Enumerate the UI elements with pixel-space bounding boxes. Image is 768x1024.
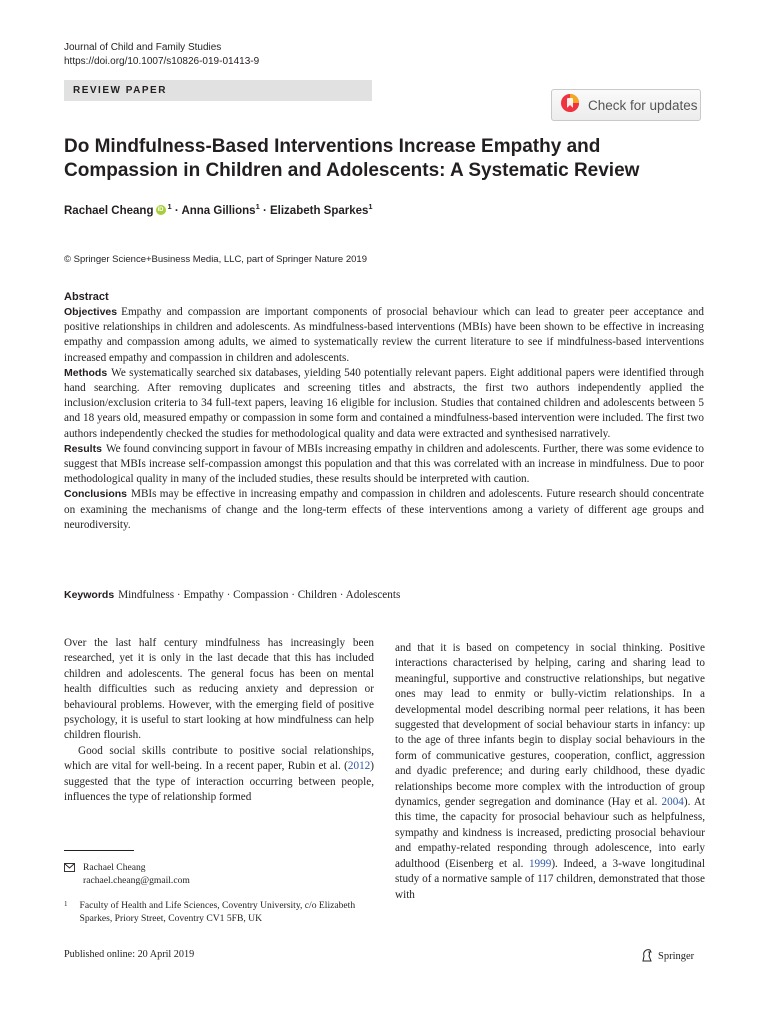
author-name[interactable]: Rachael Cheang <box>64 204 154 217</box>
publisher-name: Springer <box>658 951 695 962</box>
keywords-text: Mindfulness · Empathy · Compassion · Children · Adolescents <box>118 589 401 601</box>
objectives-label: Objectives <box>64 306 118 318</box>
journal-name: Journal of Child and Family Studies <box>64 42 222 53</box>
contact-email[interactable]: rachael.cheang@gmail.com <box>83 875 190 886</box>
conclusions-label: Conclusions <box>64 488 128 501</box>
results-label: Results <box>64 442 102 455</box>
body-text: ) suggested that the type of interaction occurring between people, influences the type of relationship formed <box>64 760 374 804</box>
publisher-logo <box>640 948 694 965</box>
copyright-notice: © Springer Science+Business Media, LLC, part of Springer Nature 2019 <box>64 254 367 265</box>
author-affil: 1 <box>167 202 172 211</box>
contact-name: Rachael Cheang <box>83 862 146 873</box>
orcid-icon[interactable] <box>156 205 166 215</box>
abstract-methods <box>64 366 704 442</box>
citation-link[interactable]: 1999 <box>528 857 552 870</box>
author-list <box>64 202 373 217</box>
author-affil: 1 <box>368 202 373 211</box>
abstract-body <box>64 305 704 533</box>
published-date: Published online: 20 April 2019 <box>64 949 195 960</box>
affiliation-footnote <box>64 899 374 925</box>
abstract-results <box>64 442 704 488</box>
methods-label: Methods <box>64 366 108 379</box>
springer-horse-icon <box>640 948 654 965</box>
affiliation-text: Faculty of Health and Life Sciences, Coventry University, c/o Elizabeth Sparkes, Priory Street, Coventry CV1 5FB, UK <box>79 900 356 924</box>
doi-link[interactable]: https://doi.org/10.1007/s10826-019-01413-9 <box>64 56 260 67</box>
abstract-heading: Abstract <box>64 291 109 303</box>
footnote-divider <box>64 850 134 851</box>
body-column-left <box>64 636 374 805</box>
author-name[interactable]: Anna Gillions <box>181 204 256 217</box>
body-text: ). Indeed, a 3-wave longitudinal study of a normative sample of 117 children, demonstrated that those with <box>395 857 706 901</box>
check-updates-label: Check for updates <box>588 97 698 113</box>
author-name[interactable]: Elizabeth Sparkes <box>269 204 369 217</box>
citation-link[interactable]: 2004 <box>661 796 684 809</box>
conclusions-text: MBIs may be effective in increasing empathy and compassion in children and adolescents. Future research should concentrate on examining the mechanisms of change and the long-term effects of these interventions among a variety of different age groups and neurodiversity. <box>64 488 704 531</box>
crossmark-icon <box>560 93 580 118</box>
keywords <box>64 589 704 601</box>
results-text: We found convincing support in favour of MBIs increasing empathy in children and adolescents. Further, there was some evidence to suggest that MBIs increase self-compassion amongst this population and that this was correlated with an increase in mindfulness. Due to poor methodological quality in many of the included studies, these results should be interpreted with caution. <box>64 442 704 486</box>
abstract-objectives <box>64 305 704 366</box>
citation-link[interactable]: 2012 <box>347 760 371 773</box>
check-for-updates-button[interactable] <box>551 89 701 121</box>
body-column-right <box>395 641 705 903</box>
article-type-banner: REVIEW PAPER <box>64 80 372 101</box>
abstract-conclusions <box>64 487 704 533</box>
body-text: Good social skills contribute to positive social relationships, which are vital for well-being. In a recent paper, Rubin et al. ( <box>64 744 374 773</box>
methods-text: We systematically searched six databases, yielding 540 potentially relevant papers. Eight additional papers were identified through hand searching. After removing duplicates and screening titles and abstracts, the first two authors independently applied the inclusion/exclusion criteria to 34 full-text papers, leaving 16 eligible for inclusion. Studies that contained children and adolescents between 5 and 18 years old, measured empathy or compassion in some form and contained a mindfulness-based intervention were included. The first two authors independently checked the studies for methodological quality and data were extracted and synthesised narratively. <box>64 366 704 440</box>
body-text: ). At this time, the capacity for prosocial behaviour such as helpfulness, sympathy and kindness is increased, predicting prosocial behaviour and empathy-related responding through adolescence, into early adulthood (Eisenberg et al. <box>395 796 706 870</box>
author-separator: · <box>259 204 270 217</box>
envelope-icon <box>64 861 75 887</box>
keywords-label: Keywords <box>64 589 115 601</box>
article-title: Do Mindfulness-Based Interventions Increase Empathy and Compassion in Children and Adolescents: A Systematic Review <box>64 136 640 181</box>
affiliation-number: 1 <box>64 900 68 908</box>
body-paragraph <box>395 641 705 903</box>
corresponding-author <box>64 861 190 887</box>
author-separator: · <box>171 204 182 217</box>
author-affil: 1 <box>255 202 260 211</box>
body-paragraph: Over the last half century mindfulness has increasingly been researched, yet it is only in the last decade that this has included children and adolescents. The general focus has been on mental health difficulties such as reducing anxiety and depression or behavioural problems. However, with the emerging field of positive psychology, it is useful to start looking at how mindfulness can help children flourish. <box>64 637 374 742</box>
body-paragraph <box>64 744 374 806</box>
body-text: and that it is based on competency in social thinking. Positive interactions characterised by helping, caring and sharing lead to meaningful, supportive and constructive relationships, but negative ones may lead to enmity or bully-victim relationships. In a developmental model describing normal peer relations, it has been suggested that development of social behaviour starts in infancy: up to the age of three infants begin to display social behaviours in the form of communicative gestures, cooperation, conflict, aggression and dyadic preference; and during early childhood, these dyadic relationships become more complex with the introduction of group dynamics, gender segregation and dominance (Hay et al. <box>395 642 705 809</box>
objectives-text: Empathy and compassion are important components of prosocial behaviour which can lead to greater peer acceptance and positive relationships in children and adolescents. As mindfulness-based interventions (MBIs) have been shown to be effective in increasing empathy and compassion among adults, we aimed to systematically review the current literature to see if mindfulness-based interventions increased empathy and compassion in children and adolescents. <box>64 306 704 364</box>
